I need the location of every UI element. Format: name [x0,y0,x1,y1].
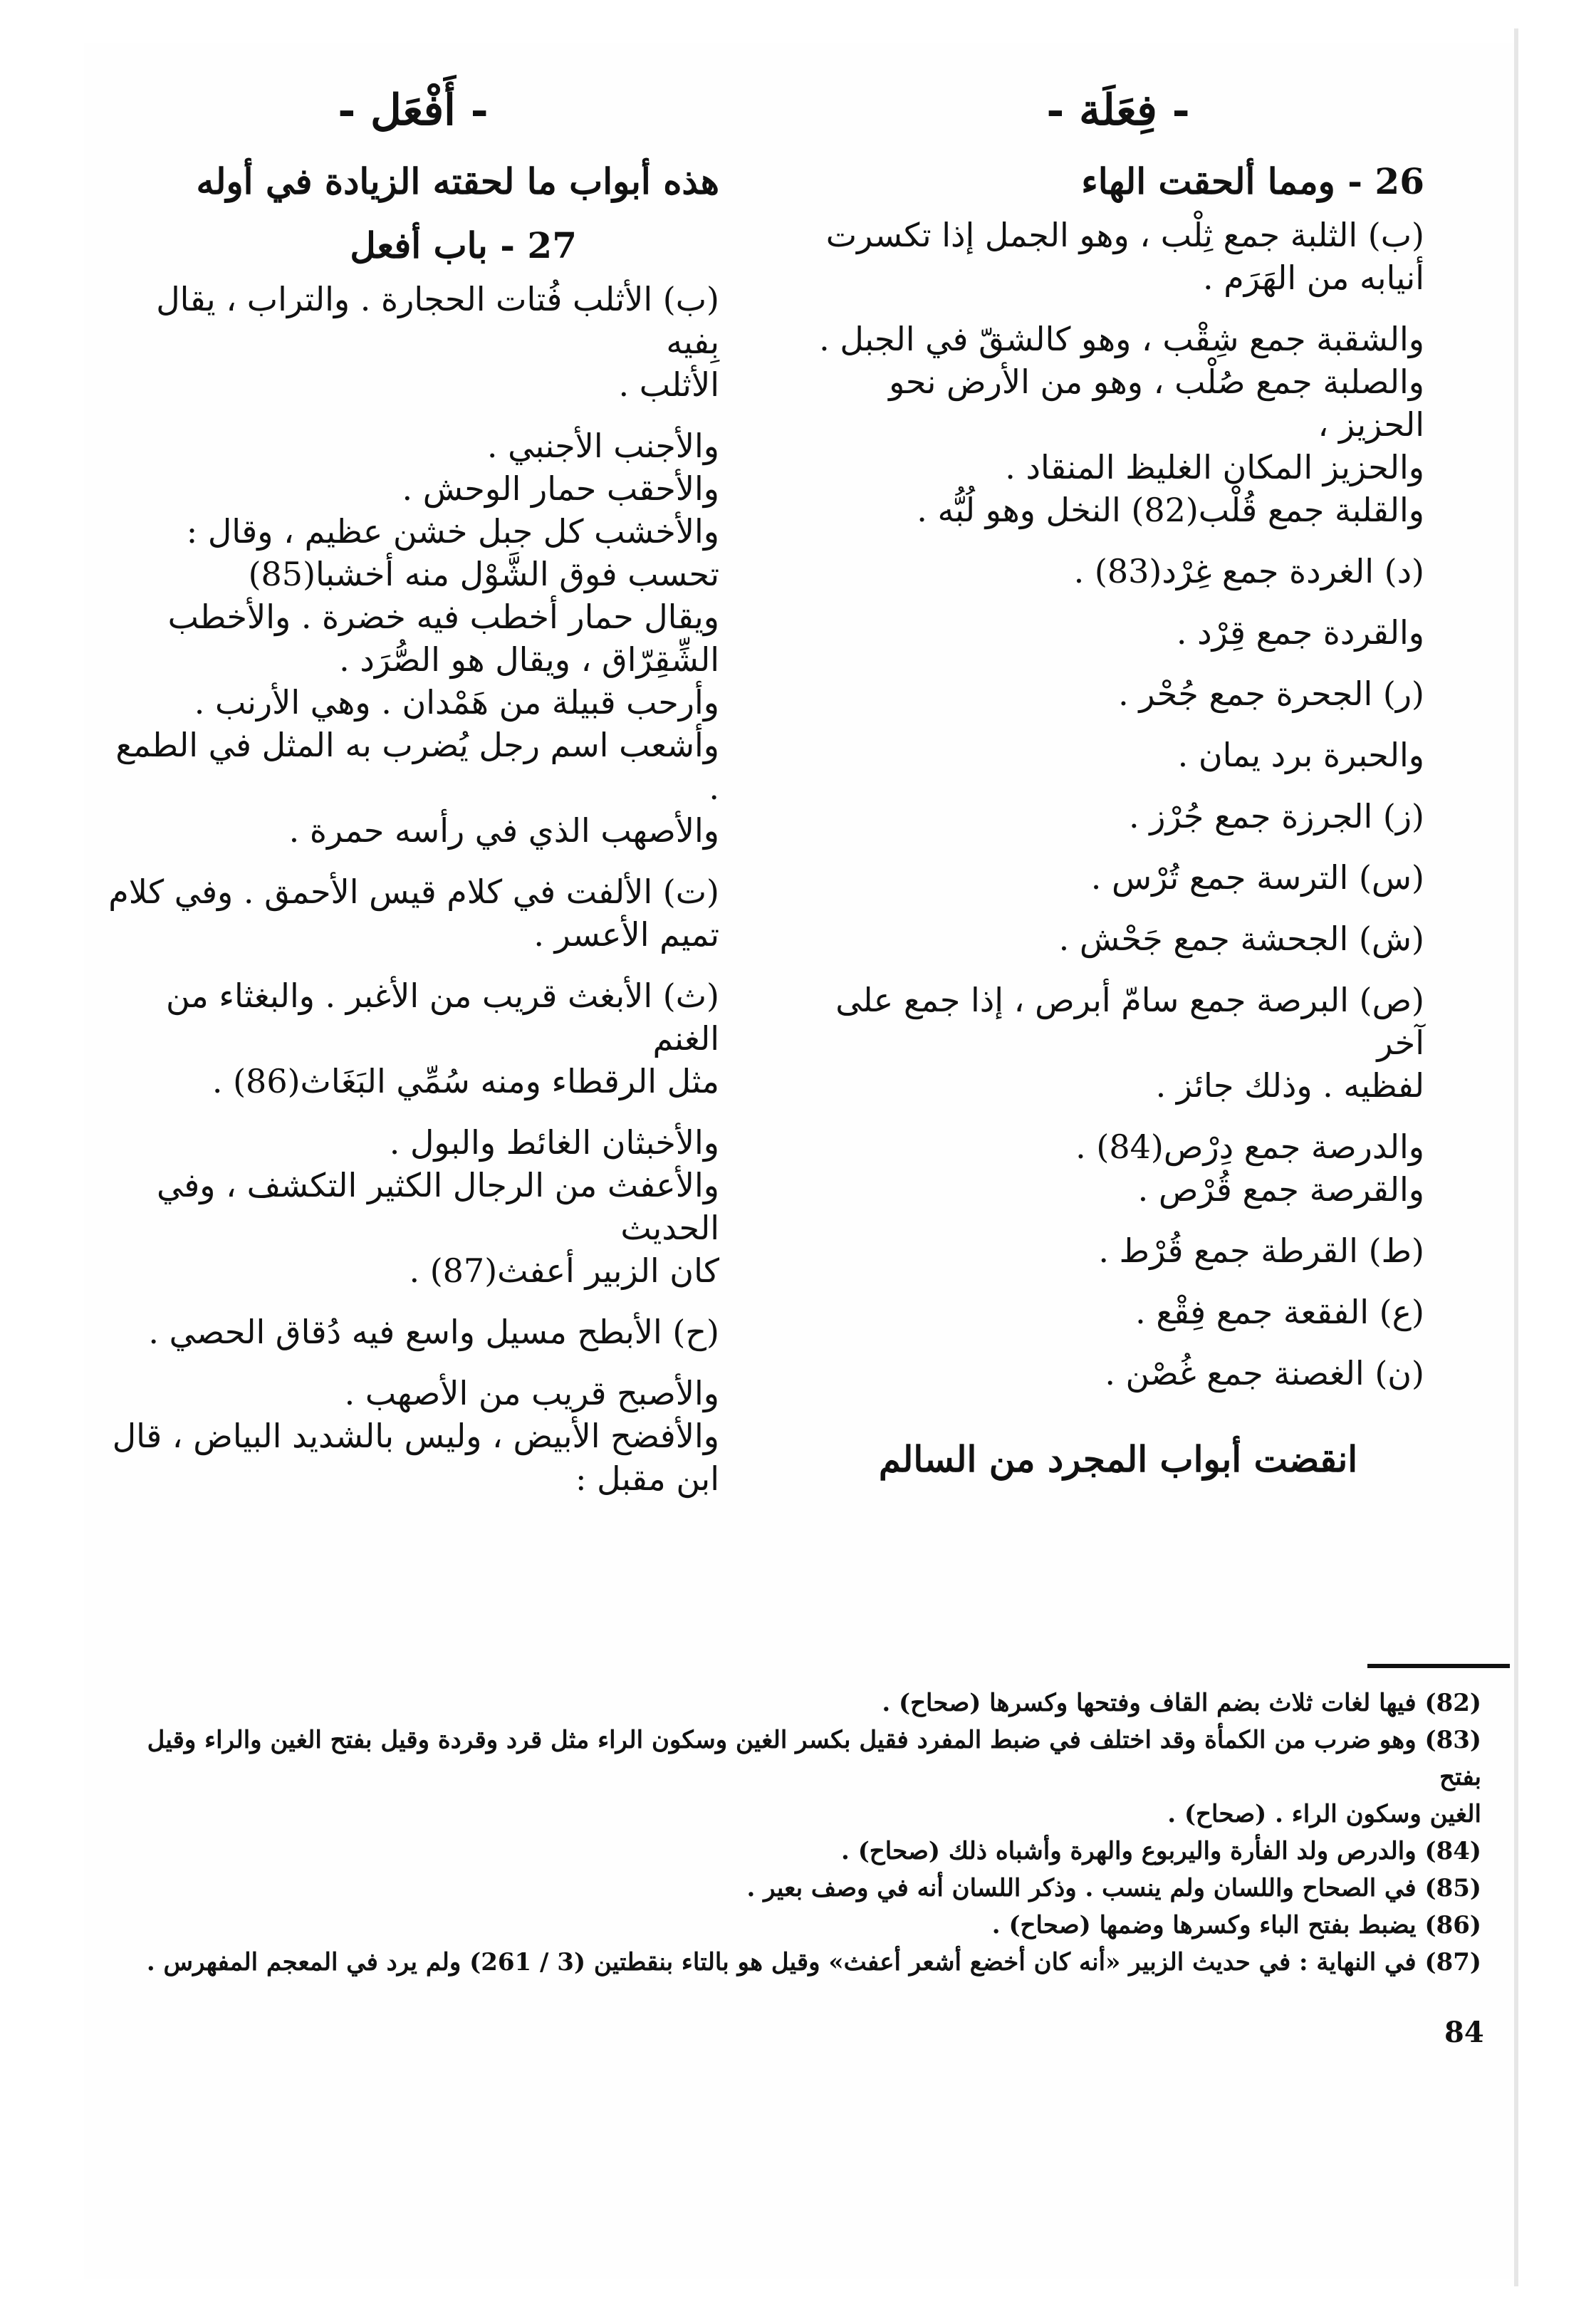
paragraph [812,214,1424,299]
paragraph-gap [812,838,1424,856]
paragraph-gap [812,1107,1424,1125]
paragraph-gap [812,531,1424,550]
page-number: 84 [1444,2016,1484,2049]
text-line: والقردة جمع قِرْد . [1176,613,1424,652]
paragraph-gap [107,1292,719,1311]
text-line: (ع) الفقعة جمع فِقْع . [1135,1293,1424,1331]
paragraph [812,1125,1424,1211]
text-line: كان الزبير أعفث(87) . [409,1251,719,1290]
paragraph [107,278,719,406]
text-line: والأفضح الأبيض ، وليس بالشديد البياض ، قال [112,1417,719,1455]
paragraph-gap [812,1395,1424,1413]
text-line: (ح) الأبطح مسيل واسع فيه دُقاق الحصي . [148,1313,719,1351]
text-line: (ب) الأثلب فُتات الحجارة . والتراب ، يقال بِفيه [156,280,719,361]
text-line: الشِّقِرّاق ، ويقال هو الصُّرَد . [339,640,719,679]
text-line: (ر) الجحرة جمع جُحْر . [1118,675,1424,713]
paragraph [107,870,719,956]
text-line: ابن مقبل : [575,1459,719,1498]
text-line: (ت) الألفت في كلام قيس الأحمق . وفي كلام [108,873,719,911]
footnotes [128,1684,1481,1981]
text-line: والأعفث من الرجال الكثير التكشف ، وفي الحديث [156,1166,719,1247]
text-line: والقرصة جمع قُرْص . [1137,1170,1424,1209]
paragraph [812,795,1424,838]
paragraph [107,1121,719,1292]
paragraph-gap [107,956,719,974]
text-line: لفظيه . وذلك جائز . [1155,1066,1424,1105]
paragraph [107,1372,719,1500]
text-line: الأثلب . [618,365,719,404]
text-line: (ط) القرطة جمع قُرْط . [1098,1231,1424,1270]
text-line: (ث) الأبغث قريب من الأغبر . والبغثاء من الغنم [166,977,719,1058]
paragraph [812,979,1424,1107]
footnote-line: (87) في النهاية : في حديث الزبير «أنه كان أخضع أشعر أعفث» وقيل هو بالتاء بنقطتين (3 / 261) ولم يرد في المعجم المفهرس . [146,1948,1481,1977]
paragraph [812,672,1424,715]
paragraph-gap [107,1353,719,1372]
text-line: والأخبثان الغائط والبول . [389,1123,719,1162]
left-section-title: 27 - باب أفعل [350,224,577,266]
text-line: (ش) الجحشة جمع جَحْش . [1058,920,1424,958]
paragraph-gap [812,899,1424,917]
paragraph [812,550,1424,593]
text-line: والحبرة برد يمان . [1177,736,1424,774]
paragraph [812,1229,1424,1272]
footnote-line: (83) وهو ضرب من الكمأة وقد اختلف في ضبط المفرد فقيل بكسر الغين وسكون الراء مثل قرد وقردة وقيل بفتح الغين والراء وقيل بفتح [147,1726,1481,1791]
right-section-title: 26 - ومما ألحقت الهاء [1081,160,1424,202]
footnote-line: (84) والدرص ولد الفأرة واليربوع والهرة وأشباه ذلك (صحاح) . [841,1837,1481,1865]
paragraph [812,856,1424,899]
paragraph [812,611,1424,654]
right-column-header: - فِعَلَة - [1046,85,1190,135]
paragraph-gap [812,299,1424,318]
left-column [107,71,719,1519]
left-paragraphs [107,278,719,1519]
text-line: والأصبح قريب من الأصهب . [344,1374,719,1412]
paragraph-gap [107,1500,719,1519]
text-line: وأرحب قبيلة من هَمْدان . وهي الأرنب . [194,683,719,722]
text-line: (ص) البرصة جمع سامّ أبرص ، إذا جمع على آخر [835,981,1424,1062]
text-line: وأشعب اسم رجل يُضرب به المثل في الطمع . [115,726,719,807]
footnote-line: (85) في الصحاح واللسان ولم ينسب . وذكر اللسان أنه في وصف بعير . [746,1874,1481,1902]
text-line: تحسب فوق الشَّوْل منه أخشبا(85) [248,555,719,593]
paragraph [812,318,1424,531]
text-line: والأخشب كل جبل خشن عظيم ، وقال : [186,512,719,551]
left-intro-title: هذه أبواب ما لحقته الزيادة في أوله [196,160,719,202]
left-column-header: - أَفْعَل - [338,85,489,135]
page-edge-shadow [1514,28,1518,2286]
paragraph-gap [812,1211,1424,1229]
footnote-line: (82) فيها لغات ثلاث بضم القاف وفتحها وكسرها (صحاح) . [882,1689,1481,1717]
text-line: والأجنب الأجنبي . [486,427,719,465]
paragraph [107,1311,719,1353]
paragraph-gap [812,776,1424,795]
footnote-line: الغين وسكون الراء . (صحاح) . [1167,1800,1481,1828]
footnote-line: (86) يضبط بفتح الباء وكسرها وضمها (صحاح) . [991,1911,1481,1939]
paragraph-gap [107,1103,719,1121]
text-line: (ز) الجرزة جمع جُرْز . [1129,797,1424,835]
paragraph-gap [812,1333,1424,1352]
text-line: والصلبة جمع صُلْب ، وهو من الأرض نحو الحزيز ، [889,363,1424,444]
paragraph-gap [812,960,1424,979]
paragraph-gap [107,406,719,425]
paragraph [107,974,719,1103]
right-column [812,71,1424,1491]
text-line: مثل الرقطاء ومنه سُمِّي البَغَاث(86) . [212,1062,719,1100]
paragraph-gap [812,654,1424,672]
text-line: والأصهب الذي في رأسه حمرة . [288,811,719,850]
text-line: والشقبة جمع شِقْب ، وهو كالشقّ في الجبل . [819,320,1424,358]
text-line: والقلبة جمع قُلْب(82) النخل وهو لُبُّه . [917,491,1424,529]
text-line: أنيابه من الهَرَم . [1203,259,1424,297]
paragraph [812,734,1424,776]
text-line: (ب) الثلبة جمع ثِلْب ، وهو الجمل إذا تكسرت [825,216,1424,254]
footnote-rule [1367,1664,1510,1668]
text-line: تميم الأعسر . [533,915,719,954]
paragraph [107,425,719,852]
paragraph-gap [812,715,1424,734]
paragraph-gap [812,593,1424,611]
paragraph-gap [107,852,719,870]
text-line: (د) الغردة جمع غِرْد(83) . [1073,552,1424,590]
right-paragraphs [812,214,1424,1413]
text-line: والدرصة جمع دِرْص(84) . [1075,1128,1424,1166]
text-line: والأحقب حمار الوحش . [402,469,719,508]
right-closing-line: انقضت أبواب المجرد من السالم [878,1438,1358,1480]
text-line: ويقال حمار أخطب فيه خضرة . والأخطب [167,598,719,636]
paragraph [812,917,1424,960]
text-line: (س) الترسة جمع تُرْس . [1090,858,1424,897]
text-line: (ن) الغصنة جمع غُصْن . [1105,1354,1424,1392]
paragraph [812,1352,1424,1395]
paragraph [812,1291,1424,1333]
text-line: والحزيز المكان الغليظ المنقاد . [1005,448,1424,486]
paragraph-gap [812,1272,1424,1291]
